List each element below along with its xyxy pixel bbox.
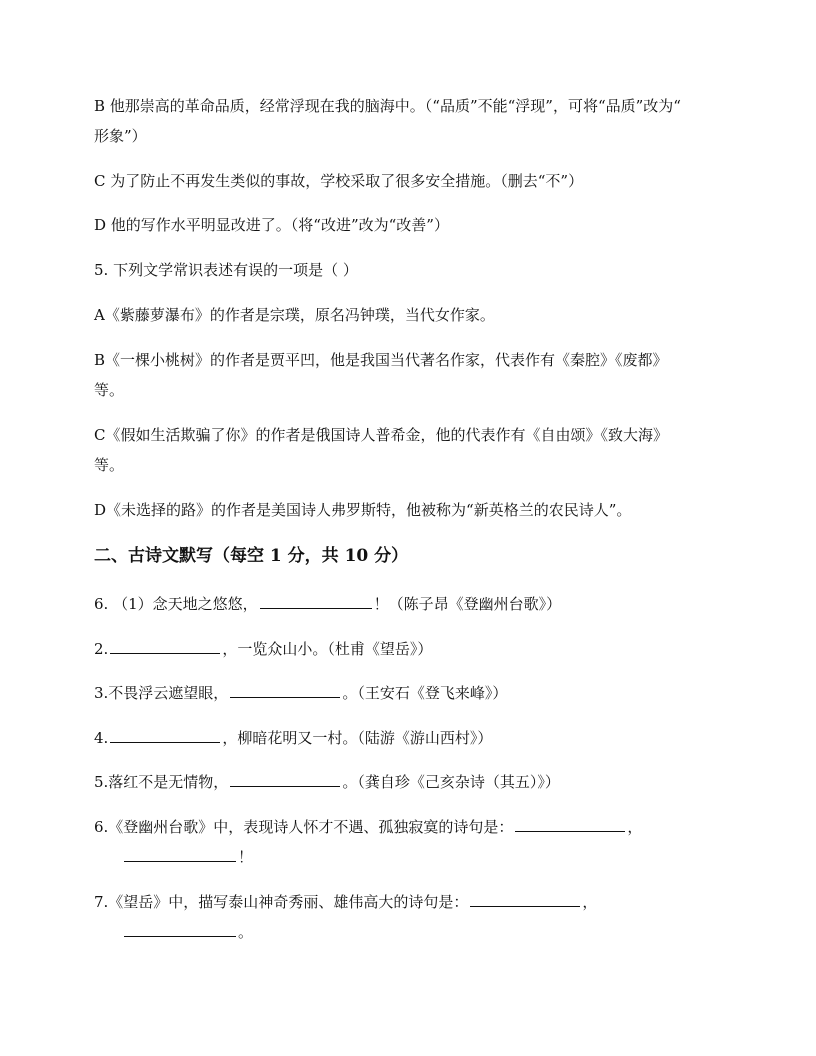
question-6-3: [94, 683, 734, 703]
q6-6-comma: ，: [627, 818, 643, 836]
answer-blank[interactable]: [470, 892, 580, 907]
option-4c: C 为了防止不再发生类似的事故，学校采取了很多安全措施。（删去“不”）: [94, 172, 584, 190]
answer-blank[interactable]: [124, 847, 236, 862]
question-6-2: [94, 639, 734, 659]
option-4d: D 他的写作水平明显改进了。（将“改进”改为“改善”）: [94, 216, 449, 234]
q6-6-end: ！: [238, 848, 254, 866]
q6-3-suffix: 。（王安石《登飞来峰》）: [342, 684, 508, 702]
q6-2-suffix: ，一览众山小。（杜甫《望岳》）: [222, 640, 433, 658]
answer-blank[interactable]: [110, 639, 220, 654]
option-4b-line-1: B 他那崇高的革命品质，经常浮现在我的脑海中。（“品质”不能“浮现”，可将“品质”改为“: [94, 97, 681, 115]
option-4b-line-2: 形象”）: [94, 127, 147, 145]
q6-6-prefix: 6.《登幽州台歌》中，表现诗人怀才不遇、孤独寂寞的诗句是：: [94, 818, 514, 836]
q7-end: 。: [238, 923, 254, 941]
option-5c-line-2: 等。: [94, 456, 125, 474]
answer-blank[interactable]: [124, 922, 236, 937]
answer-blank[interactable]: [230, 683, 340, 698]
q6-4-prefix: 4.: [94, 729, 109, 747]
option-5b-line-2: 等。: [94, 381, 125, 399]
option-5c-line-1: C《假如生活欺骗了你》的作者是俄国诗人普希金，他的代表作有《自由颂》《致大海》: [94, 426, 668, 444]
q6-5-prefix: 5.落红不是无情物，: [94, 773, 229, 791]
option-5d: D《未选择的路》的作者是美国诗人弗罗斯特，他被称为“新英格兰的农民诗人”。: [94, 501, 632, 519]
q6-2-prefix: 2.: [94, 640, 109, 658]
question-6-6-line-1: [94, 817, 734, 837]
q6-4-suffix: ，柳暗花明又一村。（陆游《游山西村》）: [222, 729, 493, 747]
option-5a: A《紫藤萝瀑布》的作者是宗璞，原名冯钟璞，当代女作家。: [94, 306, 495, 324]
q6-3-prefix: 3.不畏浮云遮望眼，: [94, 684, 229, 702]
question-7-line-1: [94, 892, 734, 912]
answer-blank[interactable]: [230, 772, 340, 787]
question-6-4: [94, 728, 734, 748]
q6-5-suffix: 。（龚自珍《己亥杂诗（其五）》）: [342, 773, 560, 791]
answer-blank[interactable]: [260, 594, 372, 609]
answer-blank[interactable]: [515, 817, 625, 832]
q6-1-prefix: 6. （1）念天地之悠悠，: [94, 595, 258, 613]
question-5: 5. 下列文学常识表述有误的一项是（ ）: [94, 261, 358, 279]
section-2-heading: 二、古诗文默写（每空 1 分，共 10 分）: [94, 546, 409, 566]
question-6-1: [94, 594, 734, 614]
question-6-6-line-2: [122, 847, 762, 867]
option-5b-line-1: B《一棵小桃树》的作者是贾平凹，他是我国当代著名作家，代表作有《秦腔》《废都》: [94, 351, 668, 369]
q7-comma: ，: [582, 893, 598, 911]
q7-prefix: 7.《望岳》中，描写泰山神奇秀丽、雄伟高大的诗句是：: [94, 893, 469, 911]
question-6-5: [94, 772, 734, 792]
answer-blank[interactable]: [110, 728, 220, 743]
q6-1-suffix: ！（陈子昂《登幽州台歌》）: [373, 595, 562, 613]
question-7-line-2: [122, 922, 762, 942]
